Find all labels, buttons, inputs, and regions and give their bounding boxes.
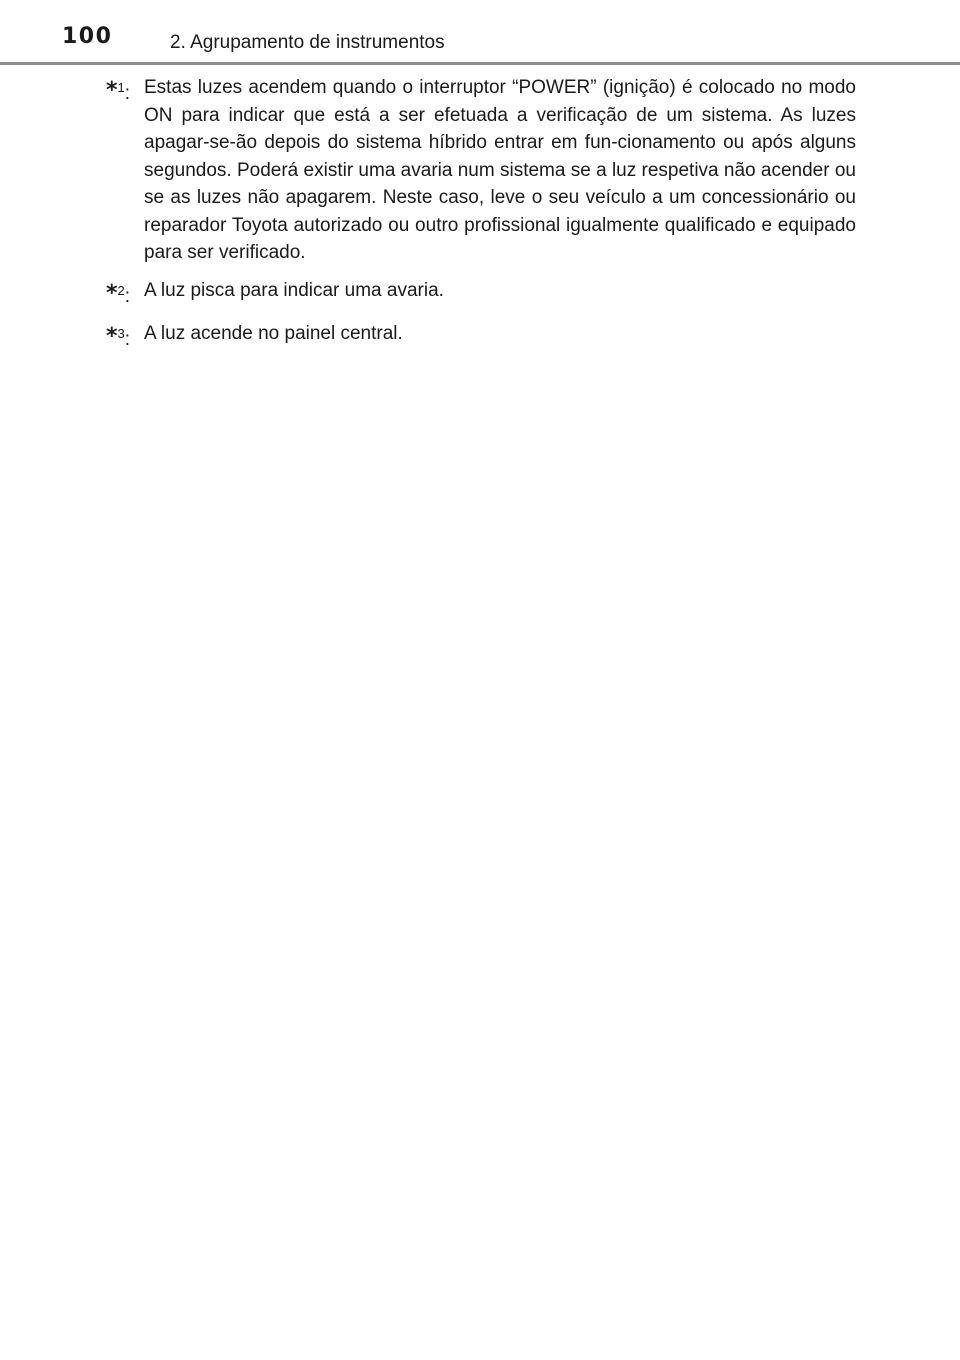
section-title: 2. Agrupamento de instrumentos [170, 32, 445, 53]
asterisk-icon: * [106, 280, 118, 306]
asterisk-icon: * [106, 324, 118, 349]
footnote-text: A luz acende no painel central. [144, 323, 403, 344]
footnote-2 [106, 277, 856, 311]
header-divider [0, 62, 960, 65]
footnote-3 [106, 320, 856, 354]
footnotes [106, 74, 856, 364]
footnote-number: 1 [117, 80, 125, 95]
footnote-text: A luz pisca para indicar uma avaria. [144, 279, 444, 301]
footnote-marker: *$^3$: [106, 324, 131, 350]
page-number: 100 [62, 24, 113, 49]
asterisk-icon: * [106, 78, 118, 103]
footnote-number: 3 [117, 326, 125, 341]
footnote-number: 2 [117, 282, 125, 298]
footnote-marker: *$^1$: [106, 78, 131, 104]
footnote-text: Estas luzes acendem quando o interruptor “POWER” (ignição) é colocado no modo ON para indicar que está a ser efetuada a verificação de um sistema. As luzes apagar-se-ão depois do sistema híbrido entrar em fun-cionamento ou após alguns segundos. Poderá existir uma avaria num sistema se a luz respetiva não acender ou se as luzes não apagarem. Neste caso, leve o seu veículo a um concessionário ou reparador Toyota autorizado ou outro profissional igualmente qualificado e equipado para ser verificado. [144, 77, 856, 263]
footnote-1 [106, 74, 856, 267]
footnote-marker: *$^2$: [106, 280, 131, 307]
page-header [0, 0, 960, 70]
